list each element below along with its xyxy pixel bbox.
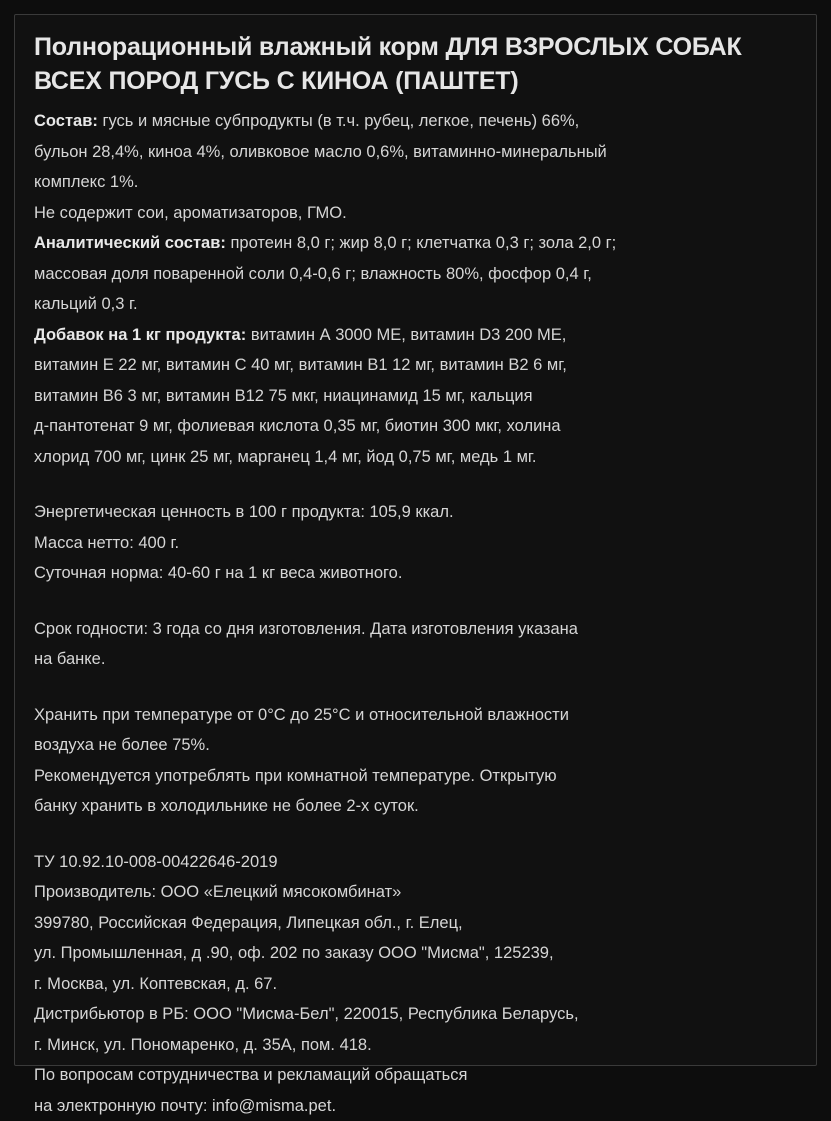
product-title [34,30,814,98]
additives-line: д-пантотенат 9 мг, фолиевая кислота 0,35 мг, биотин 300 мкг, холина [34,411,814,442]
shelf-life-section [34,614,814,675]
manufacturer-line: ул. Промышленная, д .90, оф. 202 по заказу ООО "Мисма", 125239, [34,938,814,969]
storage-line: Хранить при температуре от 0°С до 25°С и относительной влажности [34,700,814,731]
composition-line: бульон 28,4%, киноа 4%, оливковое масло 0,6%, витаминно-минеральный [34,137,814,168]
composition-section [34,106,814,228]
composition-note: Не содержит сои, ароматизаторов, ГМО. [34,198,814,229]
manufacturer-line: г. Москва, ул. Коптевская, д. 67. [34,969,814,1000]
additives-line: хлорид 700 мг, цинк 25 мг, марганец 1,4 мг, йод 0,75 мг, медь 1 мг. [34,442,814,473]
net-weight: Масса нетто: 400 г. [34,528,814,559]
analysis-line: Аналитический состав: протеин 8,0 г; жир 8,0 г; клетчатка 0,3 г; зола 2,0 г; [34,228,814,259]
shelf-life-line: Срок годности: 3 года со дня изготовления. Дата изготовления указана [34,614,814,645]
shelf-life-line: на банке. [34,644,814,675]
analysis-section [34,228,814,320]
additives-line: витамин Е 22 мг, витамин С 40 мг, витамин В1 12 мг, витамин В2 6 мг, [34,350,814,381]
energy-value: Энергетическая ценность в 100 г продукта: 105,9 ккал. [34,497,814,528]
contact-email: на электронную почту: info@misma.pet. [34,1091,814,1121]
distributor-line: Дистрибьютор в РБ: ООО "Мисма-Бел", 220015, Республика Беларусь, [34,999,814,1030]
spec-number: ТУ 10.92.10-008-00422646-2019 [34,847,814,878]
additives-line: Добавок на 1 кг продукта: витамин А 3000 МЕ, витамин D3 200 МЕ, [34,320,814,351]
distributor-line: г. Минск, ул. Пономаренко, д. 35А, пом. 418. [34,1030,814,1061]
manufacturer-line: 399780, Российская Федерация, Липецкая обл., г. Елец, [34,908,814,939]
analysis-line: массовая доля поваренной соли 0,4-0,6 г; влажность 80%, фосфор 0,4 г, [34,259,814,290]
storage-section [34,700,814,822]
product-label-text [34,30,814,1121]
composition-label: Состав: [34,112,98,130]
additives-line: витамин В6 3 мг, витамин В12 75 мкг, ниацинамид 15 мг, кальция [34,381,814,412]
storage-line: банку хранить в холодильнике не более 2-х суток. [34,791,814,822]
composition-line: Состав: гусь и мясные субпродукты (в т.ч. рубец, легкое, печень) 66%, [34,106,814,137]
additives-label: Добавок на 1 кг продукта: [34,326,246,344]
storage-line: воздуха не более 75%. [34,730,814,761]
storage-line: Рекомендуется употреблять при комнатной температуре. Открытую [34,761,814,792]
energy-section [34,497,814,589]
contact-line: По вопросам сотрудничества и рекламаций обращаться [34,1060,814,1091]
composition-line: комплекс 1%. [34,167,814,198]
daily-norm: Суточная норма: 40-60 г на 1 кг веса животного. [34,558,814,589]
analysis-label: Аналитический состав: [34,234,226,252]
manufacturer-line: Производитель: ООО «Елецкий мясокомбинат» [34,877,814,908]
analysis-line: кальций 0,3 г. [34,289,814,320]
additives-section [34,320,814,473]
title-line: Полнорационный влажный корм ДЛЯ ВЗРОСЛЫХ СОБАК [34,30,814,64]
title-line: ВСЕХ ПОРОД ГУСЬ С КИНОА (ПАШТЕТ) [34,64,814,98]
